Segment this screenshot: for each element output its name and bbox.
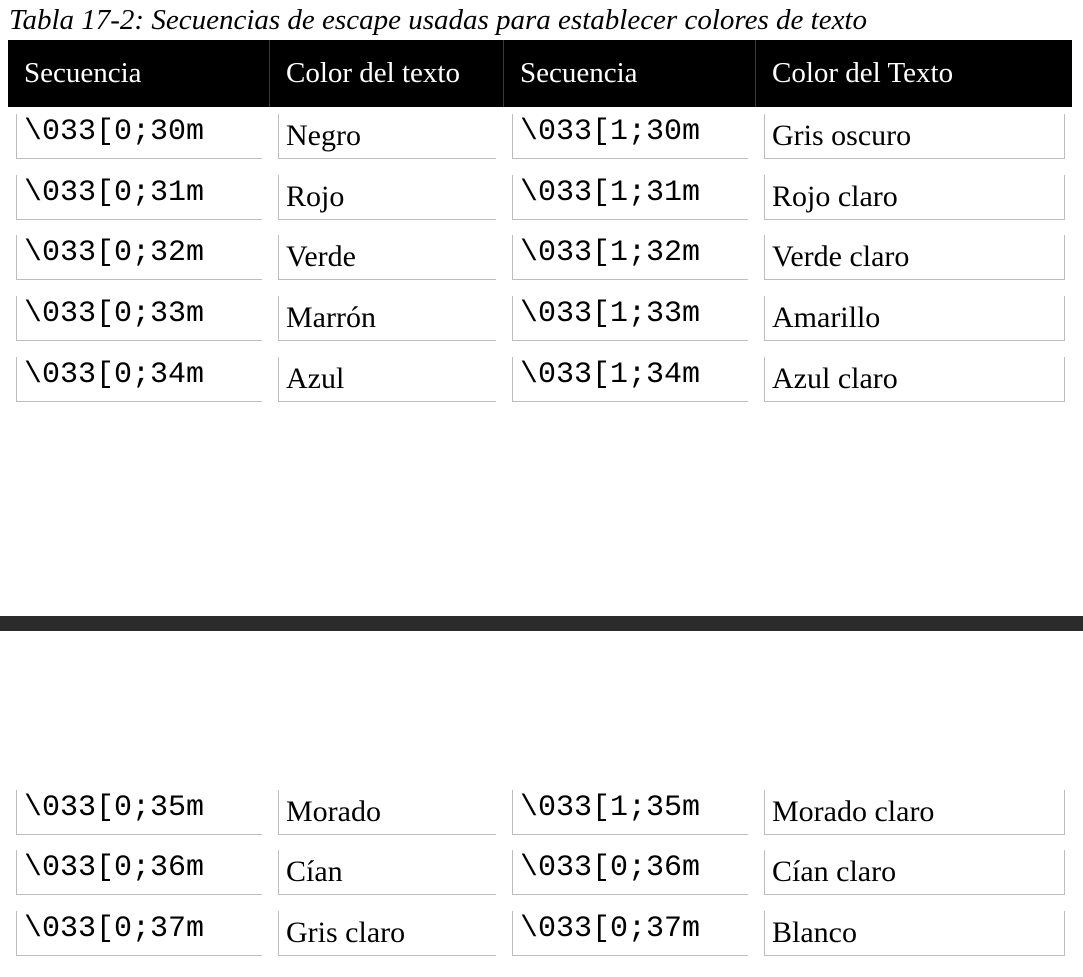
color-name-cell: Azul claro [764, 357, 1065, 402]
color-name-cell: Verde claro [764, 235, 1065, 280]
sequence-cell: \033[1;33m [512, 296, 748, 341]
sequence-cell: \033[0;34m [16, 357, 262, 402]
page-divider [0, 616, 1083, 631]
sequence-cell: \033[0;36m [16, 850, 262, 895]
sequence-cell: \033[0;36m [512, 850, 748, 895]
sequence-cell: \033[0;37m [512, 911, 748, 956]
sequence-cell: \033[1;30m [512, 114, 748, 159]
sequence-cell: \033[0;33m [16, 296, 262, 341]
color-name-cell: Gris oscuro [764, 114, 1065, 159]
color-name-cell: Blanco [764, 911, 1065, 956]
sequence-cell: \033[1;35m [512, 790, 748, 835]
sequence-cell: \033[1;31m [512, 175, 748, 220]
sequence-cell: \033[0;31m [16, 175, 262, 220]
color-name-cell: Morado [278, 790, 496, 835]
sequence-cell: \033[0;37m [16, 911, 262, 956]
header-text-color-2: Color del Texto [772, 57, 954, 89]
color-name-cell: Morado claro [764, 790, 1065, 835]
sequence-cell: \033[1;32m [512, 235, 748, 280]
color-name-cell: Amarillo [764, 296, 1065, 341]
table-caption: Tabla 17-2: Secuencias de escape usadas para establecer colores de texto [9, 4, 867, 36]
sequence-cell: \033[0;32m [16, 235, 262, 280]
color-name-cell: Cían claro [764, 850, 1065, 895]
header-sequence-2: Secuencia [504, 40, 756, 107]
color-name-cell: Rojo [278, 175, 496, 220]
sequence-cell: \033[0;35m [16, 790, 262, 835]
sequence-cell: \033[1;34m [512, 357, 748, 402]
color-name-cell: Cían [278, 850, 496, 895]
color-name-cell: Gris claro [278, 911, 496, 956]
table-header [8, 40, 1072, 107]
color-name-cell: Azul [278, 357, 496, 402]
color-name-cell: Verde [278, 235, 496, 280]
color-name-cell: Marrón [278, 296, 496, 341]
sequence-cell: \033[0;30m [16, 114, 262, 159]
color-name-cell: Negro [278, 114, 496, 159]
header-sequence-1: Secuencia [8, 40, 270, 107]
color-name-cell: Rojo claro [764, 175, 1065, 220]
header-text-color-1: Color del texto [270, 40, 504, 107]
